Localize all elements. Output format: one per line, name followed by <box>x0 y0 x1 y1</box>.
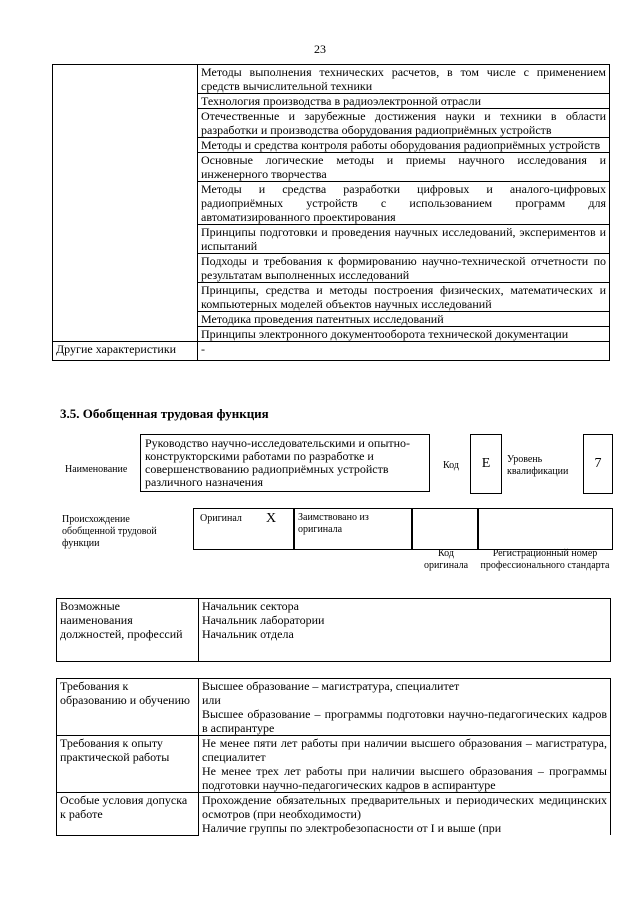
knowledge-row: Методы и средства контроля работы оборудования радиоприёмных устройств <box>198 138 610 153</box>
knowledge-row: Методы и средства разработки цифровых и аналого-цифровых радиоприёмных устройств с использованием программ для автоматизированного проектирования <box>198 182 610 225</box>
knowledge-label-cell <box>53 65 198 342</box>
requirement-label: Требования к образованию и обучению <box>57 679 199 736</box>
knowledge-row: Принципы электронного документооборота технической документации <box>198 327 610 342</box>
knowledge-row: Технология производства в радиоэлектронной отрасли <box>198 94 610 109</box>
position-item: Начальник отдела <box>202 627 294 641</box>
knowledge-row: Подходы и требования к формированию научно-технической отчетности по результатам выполненных исследований <box>198 254 610 283</box>
requirement-value <box>199 679 611 736</box>
positions-label: Возможные наименования должностей, профессий <box>57 599 199 662</box>
requirement-value <box>199 793 611 836</box>
requirements-table <box>56 678 611 836</box>
requirement-line: Высшее образование – магистратура, специалитет <box>202 679 460 693</box>
function-name: Руководство научно-исследовательскими и опытно-конструкторскими работами по разработке и совершенствованию радиоприёмных устройств различного назначения <box>145 436 411 489</box>
reg-number-box <box>477 508 613 550</box>
original-box <box>193 508 295 550</box>
code-value: E <box>481 456 491 471</box>
knowledge-table <box>52 64 610 361</box>
position-item: Начальник сектора <box>202 599 299 613</box>
borrowed-box <box>293 508 413 550</box>
page-number: 23 <box>314 42 326 56</box>
name-label: Наименование <box>65 464 128 475</box>
requirement-label: Требования к опыту практической работы <box>57 736 199 793</box>
function-name-box <box>140 434 430 492</box>
requirement-line: Высшее образование – программы подготовки научно-педагогических кадров в аспирантуре <box>202 707 607 735</box>
original-mark: X <box>266 511 277 526</box>
origin-label: Происхождение обобщенной трудовой функции <box>62 514 157 549</box>
positions-list <box>199 599 611 662</box>
reg-number-caption: Регистрационный номер профессионального стандарта <box>480 548 610 571</box>
requirement-line: или <box>202 693 221 707</box>
level-value: 7 <box>594 456 602 471</box>
code-original-box <box>411 508 479 550</box>
knowledge-row: Принципы подготовки и проведения научных исследований, экспериментов и испытаний <box>198 225 610 254</box>
knowledge-row: Методика проведения патентных исследований <box>198 312 610 327</box>
knowledge-row: Основные логические методы и приемы научного исследования и инженерного творчества <box>198 153 610 182</box>
code-label: Код <box>443 460 459 471</box>
requirement-value <box>199 736 611 793</box>
requirement-line: Наличие группы по электробезопасности от I и выше (при <box>202 821 502 835</box>
requirement-line: Прохождение обязательных предварительных и периодических медицинских осмотров (при необходимости) <box>202 793 607 821</box>
requirement-label: Особые условия допуска к работе <box>57 793 199 836</box>
positions-table <box>56 598 611 662</box>
code-box <box>470 434 502 494</box>
other-characteristics-value: - <box>198 342 610 361</box>
knowledge-row: Методы выполнения технических расчетов, в том числе с применением средств вычислительной техники <box>198 65 610 94</box>
requirement-line: Не менее пяти лет работы при наличии высшего образования – магистратура, специалитет <box>202 736 607 764</box>
knowledge-row: Отечественные и зарубежные достижения науки и техники в области разработки и производства оборудования радиоприёмных устройств <box>198 109 610 138</box>
knowledge-row: Принципы, средства и методы построения физических, математических и компьютерных моделей объектов научных исследований <box>198 283 610 312</box>
position-item: Начальник лаборатории <box>202 613 325 627</box>
section-title: 3.5. Обобщенная трудовая функция <box>60 406 269 421</box>
borrowed-label: Заимствовано из оригинала <box>298 512 369 535</box>
level-label: Уровень квалификации <box>507 454 569 477</box>
other-characteristics-label: Другие характеристики <box>53 342 198 361</box>
requirement-line: Не менее трех лет работы при наличии высшего образования – программы подготовки научно-педагогических кадров в аспирантуре <box>202 764 607 792</box>
original-label: Оригинал <box>200 513 242 524</box>
level-box <box>583 434 613 494</box>
code-original-caption: Код оригинала <box>423 548 469 571</box>
